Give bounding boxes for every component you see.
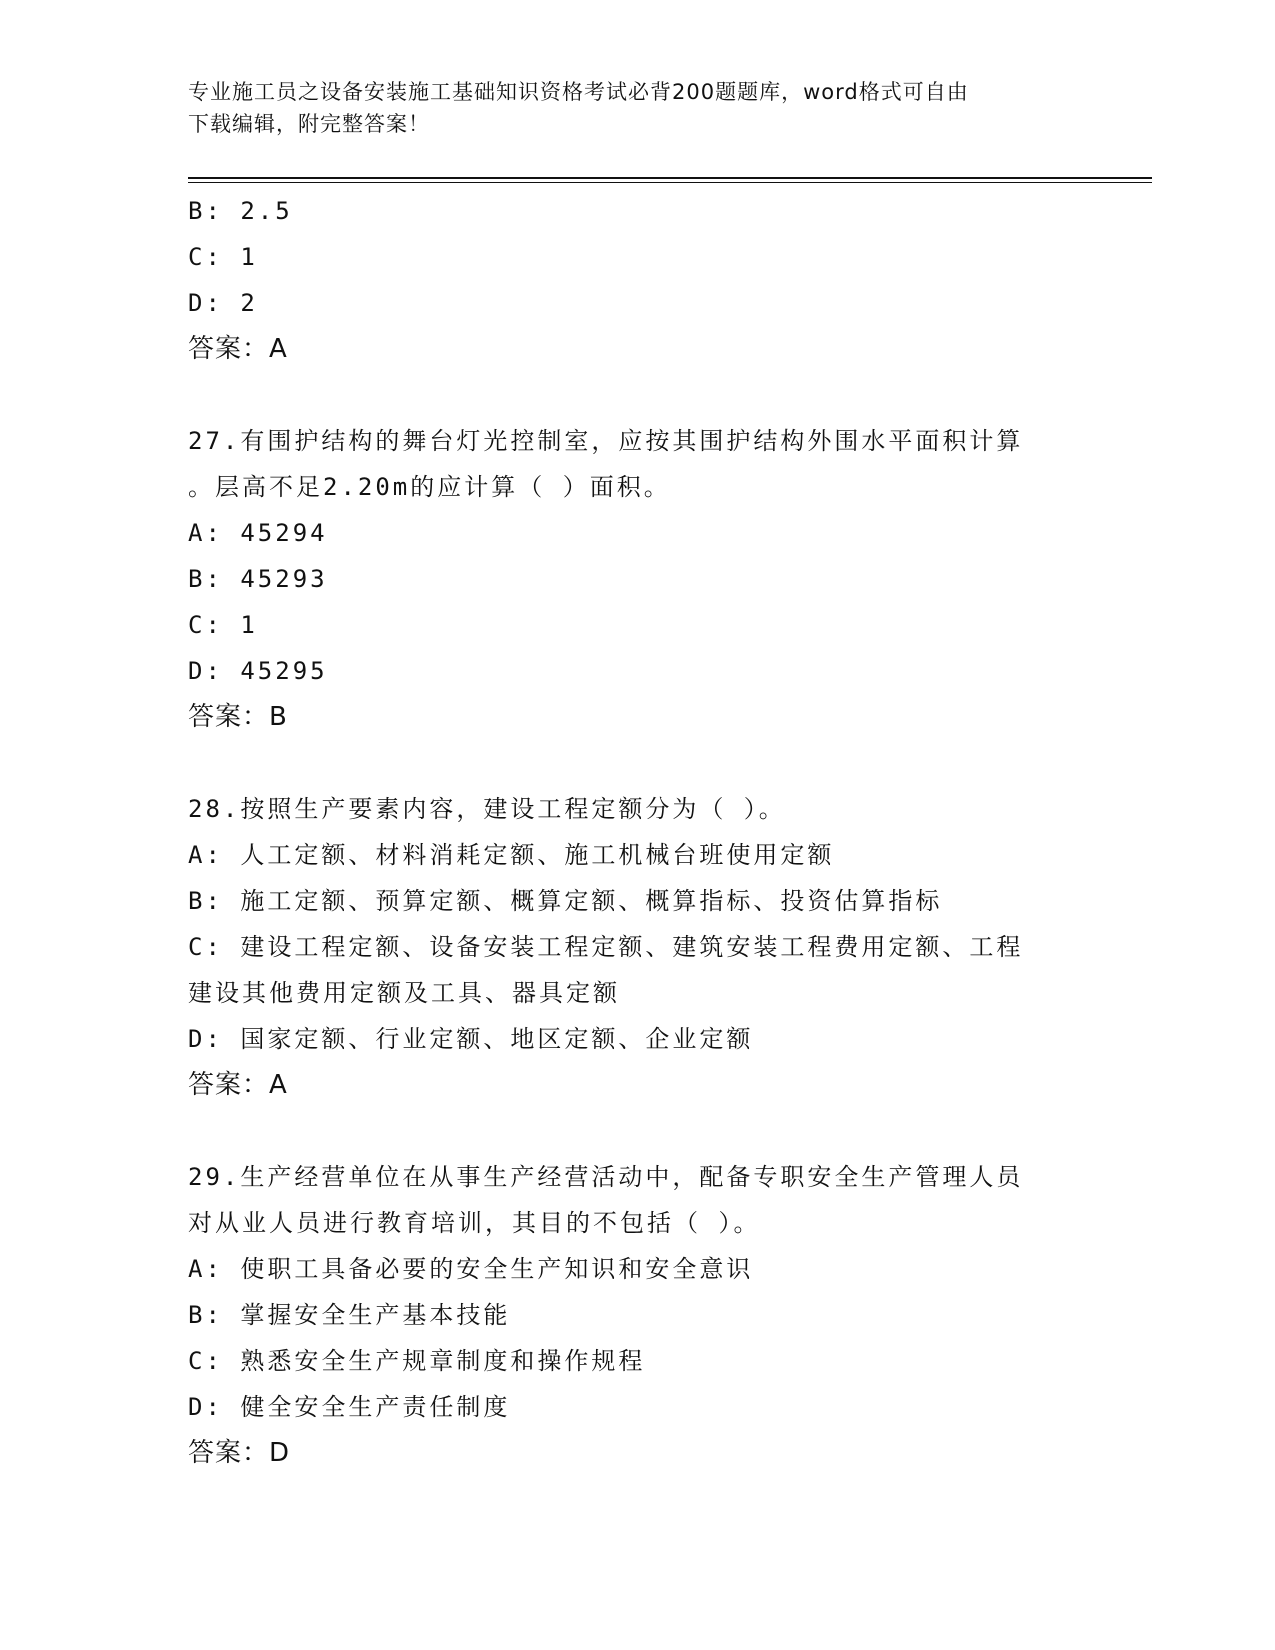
option-d: D: 国家定额、行业定额、地区定额、企业定额 (188, 1025, 754, 1053)
option-b: B: 2.5 (188, 197, 293, 225)
spacer (188, 740, 1088, 786)
question-content (188, 188, 1088, 1476)
spacer (188, 372, 1088, 418)
answer-line: 答案：B (188, 702, 288, 732)
option-b: B: 45293 (188, 565, 328, 593)
option-b: B: 掌握安全生产基本技能 (188, 1301, 511, 1329)
option-d: D: 健全安全生产责任制度 (188, 1393, 511, 1421)
answer-line: 答案：A (188, 334, 288, 364)
option-a: A: 人工定额、材料消耗定额、施工机械台班使用定额 (188, 841, 835, 869)
question-stem: 27.有围护结构的舞台灯光控制室，应按其围护结构外围水平面积计算 (188, 427, 1024, 455)
option-a: A: 使职工具备必要的安全生产知识和安全意识 (188, 1255, 754, 1283)
header-line-2: 下载编辑，附完整答案！ (188, 112, 430, 136)
header-divider-thin (188, 182, 1152, 183)
question-stem: 对从业人员进行教育培训，其目的不包括（ ）。 (188, 1209, 761, 1237)
header-line-1: 专业施工员之设备安装施工基础知识资格考试必背200题题库，word格式可自由 (188, 80, 969, 104)
option-c: C: 建设工程定额、设备安装工程定额、建筑安装工程费用定额、工程 (188, 933, 1024, 961)
previous-question-tail (188, 188, 1088, 372)
option-c-continued: 建设其他费用定额及工具、器具定额 (188, 979, 620, 1007)
option-b: B: 施工定额、预算定额、概算定额、概算指标、投资估算指标 (188, 887, 943, 915)
header-divider-thick (188, 177, 1152, 179)
option-a: A: 45294 (188, 519, 328, 547)
question-28 (188, 786, 1088, 1108)
question-29 (188, 1154, 1088, 1476)
spacer (188, 1108, 1088, 1154)
question-stem: 29.生产经营单位在从事生产经营活动中，配备专职安全生产管理人员 (188, 1163, 1024, 1191)
option-d: D: 45295 (188, 657, 328, 685)
option-c: C: 熟悉安全生产规章制度和操作规程 (188, 1347, 646, 1375)
document-header (188, 76, 1068, 140)
option-c: C: 1 (188, 243, 258, 271)
option-c: C: 1 (188, 611, 258, 639)
question-stem: 28.按照生产要素内容，建设工程定额分为（ ）。 (188, 795, 786, 823)
option-d: D: 2 (188, 289, 258, 317)
question-stem: 。层高不足2.20m的应计算（ ）面积。 (188, 473, 671, 501)
question-27 (188, 418, 1088, 740)
answer-line: 答案：D (188, 1438, 291, 1468)
answer-line: 答案：A (188, 1070, 288, 1100)
